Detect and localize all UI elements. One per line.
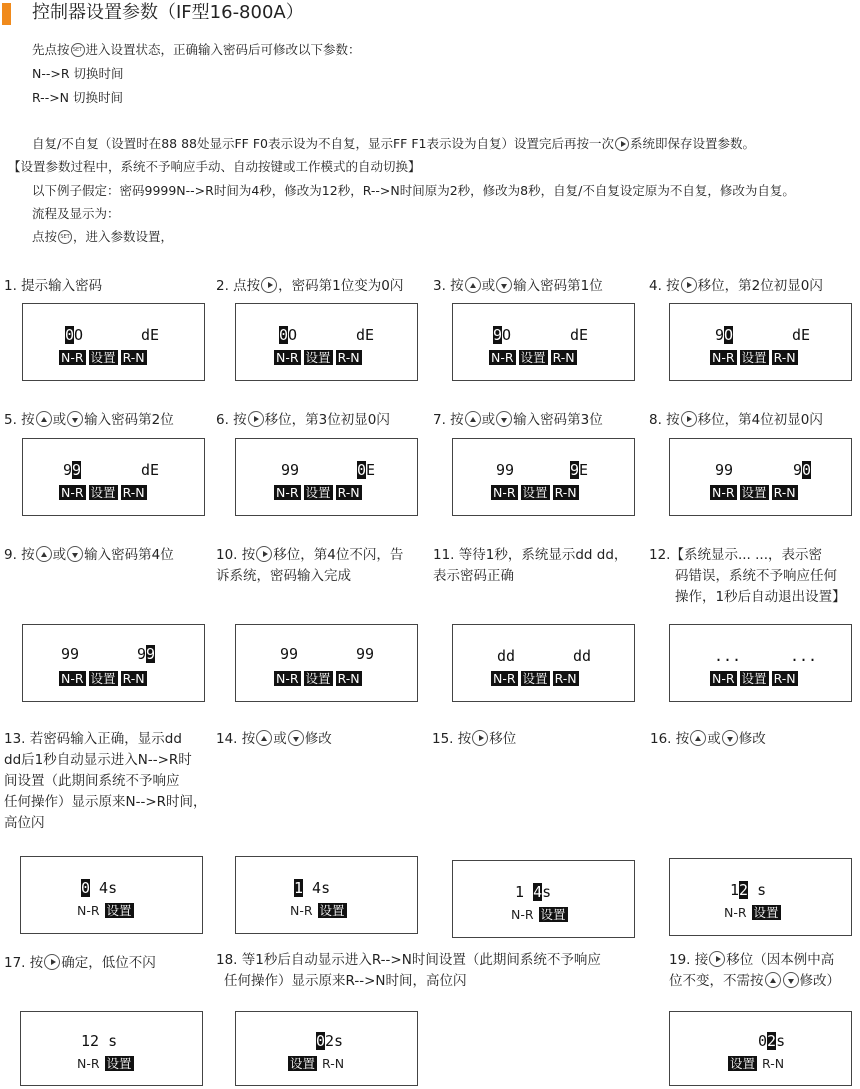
- set-label: 设置: [319, 903, 345, 918]
- lcd-digit: 9: [715, 326, 725, 344]
- down-arrow-icon: [496, 411, 512, 427]
- lcd-labels: [722, 905, 784, 920]
- lcd-value: [316, 1032, 343, 1050]
- right-arrow-icon: [681, 411, 697, 427]
- step-text: 诉系统，密码输入完成: [216, 568, 351, 584]
- set-label: 设置: [540, 907, 566, 922]
- lcd-labels: [710, 671, 801, 686]
- step-text: 或: [481, 412, 496, 428]
- lcd-value: [730, 881, 766, 899]
- lcd-digit-blink: 4: [533, 883, 543, 901]
- lcd-digit: E: [366, 461, 376, 479]
- set-label: 设置: [522, 485, 548, 500]
- lcd-digit-blink: 2: [739, 881, 749, 899]
- lcd-value: [515, 883, 551, 901]
- step-9-caption: [4, 545, 174, 566]
- up-arrow-icon: [765, 972, 781, 988]
- lcd-display-2: [235, 303, 418, 381]
- nr-label: N-R: [61, 485, 84, 500]
- set-label: 设置: [90, 671, 116, 686]
- step-text: 表示密码正确: [433, 568, 514, 584]
- lcd-digit-blink: 9: [72, 461, 82, 479]
- lcd-left: 99: [61, 645, 80, 663]
- lcd-display-12: [669, 624, 852, 702]
- step-text: 15. 按: [432, 731, 472, 747]
- step-text: 1. 提示输入密码: [4, 278, 103, 294]
- rn-label: R-N: [337, 485, 360, 500]
- lcd-display-18: [235, 1011, 418, 1086]
- down-arrow-icon: [496, 277, 512, 293]
- down-arrow-icon: [67, 546, 83, 562]
- rn-label: R-N: [762, 1056, 785, 1071]
- lcd-labels: [728, 1056, 789, 1071]
- step-text: 5. 按: [4, 412, 35, 428]
- step-7-caption: [433, 410, 603, 431]
- lcd-labels: [491, 671, 582, 686]
- nr-label: N-R: [276, 485, 299, 500]
- nr-label: N-R: [77, 903, 100, 918]
- lcd-display-17: [20, 1011, 203, 1086]
- step-text: 移位，第4位不闪，告: [273, 547, 404, 563]
- lcd-left: 99: [281, 461, 300, 479]
- step-18-caption: [216, 950, 601, 992]
- step-text: 任何操作）显示原来N-->R时间，: [4, 794, 207, 810]
- lcd-display-13: [20, 856, 203, 934]
- step-text: 移位，第4位初显0闪: [697, 412, 823, 428]
- lcd-labels: [288, 1056, 349, 1071]
- set-label: 设置: [90, 485, 116, 500]
- lcd-digit-blink: 1: [294, 879, 304, 897]
- intro-line-4: [32, 136, 755, 152]
- up-arrow-icon: [36, 546, 52, 562]
- step-text: 13. 若密码输入正确，显示dd: [4, 731, 182, 747]
- step-2-caption: [216, 276, 403, 297]
- lcd-digit: s: [776, 1032, 786, 1050]
- intro-text: ，进入参数设置，: [73, 229, 174, 244]
- step-6-caption: [216, 410, 390, 431]
- right-arrow-icon: [248, 411, 264, 427]
- step-text: 移位: [489, 731, 517, 747]
- lcd-digit: 1: [515, 883, 534, 901]
- step-3-caption: [433, 276, 603, 297]
- lcd-left: ...: [714, 647, 742, 665]
- right-arrow-icon: [709, 951, 725, 967]
- step-text: 或: [52, 412, 67, 428]
- step-14-caption: [216, 729, 332, 750]
- rn-label: R-N: [122, 671, 145, 686]
- intro-text: 系统即保存设置参数。: [630, 136, 756, 151]
- page-title: 控制器设置参数（IF型16-800A）: [32, 2, 304, 23]
- lcd-left: 99: [280, 645, 299, 663]
- lcd-digit-blink: 0: [65, 326, 75, 344]
- rn-label: R-N: [122, 485, 145, 500]
- down-arrow-icon: [67, 411, 83, 427]
- lcd-display-15: [452, 860, 635, 938]
- lcd-labels: [274, 485, 365, 500]
- step-text: 或: [707, 731, 721, 747]
- lcd-digit: s: [748, 881, 767, 899]
- step-text: 2. 点按: [216, 278, 261, 294]
- step-text: 码错误，系统不予响应任何: [675, 568, 837, 584]
- lcd-labels: [274, 671, 365, 686]
- set-label: 设置: [741, 485, 767, 500]
- lcd-digit: 2s: [325, 1032, 344, 1050]
- right-arrow-icon: [256, 546, 272, 562]
- lcd-labels: [491, 485, 582, 500]
- intro-line-1: [32, 42, 361, 58]
- right-arrow-icon: [472, 730, 488, 746]
- step-text: 确定，低位不闪: [61, 955, 156, 971]
- step-text: 9. 按: [4, 547, 35, 563]
- step-12-caption: [649, 545, 846, 608]
- lcd-right: dE: [792, 326, 811, 344]
- lcd-digit-blink: 9: [570, 461, 580, 479]
- step-text: 11. 等待1秒，系统显示dd dd，: [433, 547, 628, 563]
- lcd-left: [715, 326, 733, 344]
- lcd-digit: 9: [137, 645, 147, 663]
- step-text: 位不变，不需按: [669, 973, 764, 989]
- lcd-display-14: [235, 856, 418, 934]
- set-label: 设置: [741, 350, 767, 365]
- set-label: 设置: [305, 350, 331, 365]
- lcd-display-10: [235, 624, 418, 702]
- rn-label: R-N: [322, 1056, 345, 1071]
- step-text: 4. 按: [649, 278, 680, 294]
- lcd-left: dd: [497, 647, 516, 665]
- lcd-right: dE: [570, 326, 589, 344]
- nr-label: N-R: [493, 671, 516, 686]
- lcd-display-16: [669, 858, 852, 936]
- set-label: 设置: [305, 485, 331, 500]
- lcd-digit: 0: [758, 1032, 768, 1050]
- nr-label: N-R: [276, 671, 299, 686]
- intro-text: 先点按: [32, 42, 70, 57]
- step-text: 间设置（此期间系统不予响应: [4, 773, 180, 789]
- up-arrow-icon: [36, 411, 52, 427]
- set-label: 设置: [753, 905, 779, 920]
- lcd-digit: O: [502, 326, 512, 344]
- step-text: 10. 按: [216, 547, 256, 563]
- set-label: 设置: [305, 671, 331, 686]
- lcd-value: 12 s: [81, 1032, 118, 1050]
- step-text: 6. 按: [216, 412, 247, 428]
- lcd-display-7: [452, 438, 635, 516]
- nr-label: N-R: [276, 350, 299, 365]
- step-17-caption: [4, 953, 156, 974]
- lcd-display-8: [669, 438, 852, 516]
- right-arrow-icon: [681, 277, 697, 293]
- lcd-labels: [75, 1056, 137, 1071]
- step-text: 或: [481, 278, 496, 294]
- step-text: 19. 接: [669, 952, 709, 968]
- step-1-caption: [4, 276, 102, 297]
- step-text: 移位（因本例中高: [726, 952, 835, 968]
- lcd-value: [758, 1032, 785, 1050]
- lcd-digit-blink: 9: [493, 326, 503, 344]
- rn-label: R-N: [337, 671, 360, 686]
- lcd-labels: [59, 485, 150, 500]
- lcd-labels: [489, 350, 580, 365]
- rn-label: R-N: [554, 671, 577, 686]
- step-text: 或: [273, 731, 287, 747]
- nr-label: N-R: [77, 1056, 100, 1071]
- set-label: 设置: [90, 350, 116, 365]
- lcd-value: [294, 879, 330, 897]
- step-text: 或: [52, 547, 67, 563]
- lcd-digit-blink: 2: [767, 1032, 777, 1050]
- up-arrow-icon: [256, 730, 272, 746]
- lcd-right: ...: [790, 647, 818, 665]
- step-text: 18. 等1秒后自动显示进入R-->N时间设置（此期间系统不予响应: [216, 952, 601, 968]
- lcd-digit: 4s: [90, 879, 118, 897]
- lcd-digit-blink: O: [724, 326, 734, 344]
- rn-label: R-N: [122, 350, 145, 365]
- set-label: 设置: [520, 350, 546, 365]
- nr-label: N-R: [724, 905, 747, 920]
- set-label: 设置: [106, 903, 132, 918]
- nr-label: N-R: [61, 350, 84, 365]
- rn-label: R-N: [554, 485, 577, 500]
- lcd-value: [81, 879, 117, 897]
- up-arrow-icon: [465, 411, 481, 427]
- step-text: 3. 按: [433, 278, 464, 294]
- lcd-right: [570, 461, 588, 479]
- lcd-digit: 9: [793, 461, 803, 479]
- lcd-labels: [710, 485, 801, 500]
- lcd-right: dE: [356, 326, 375, 344]
- step-text: 14. 按: [216, 731, 256, 747]
- lcd-digit: 4s: [303, 879, 331, 897]
- step-text: 修改）: [799, 973, 840, 989]
- step-text: dd后1秒自动显示进入N-->R时: [4, 752, 192, 768]
- lcd-right: dE: [141, 326, 160, 344]
- step-text: 输入密码第2位: [84, 412, 174, 428]
- lcd-digit: O: [74, 326, 84, 344]
- intro-line-2: N-->R 切换时间: [32, 66, 124, 81]
- nr-label: N-R: [712, 485, 735, 500]
- lcd-labels: [75, 903, 137, 918]
- lcd-digit-blink: 0: [279, 326, 289, 344]
- step-4-caption: [649, 276, 823, 297]
- lcd-display-9: [22, 624, 205, 702]
- right-arrow-icon: [261, 277, 277, 293]
- intro-line-5: 【设置参数过程中，系统不予响应手动、自动按键或工作模式的自动切换】: [8, 159, 421, 174]
- lcd-digit-blink: 0: [802, 461, 812, 479]
- step-text: 修改: [738, 731, 766, 747]
- nr-label: N-R: [712, 671, 735, 686]
- step-text: 操作，1秒后自动退出设置】: [675, 589, 846, 605]
- step-13-caption: [4, 729, 207, 834]
- lcd-right: dE: [141, 461, 160, 479]
- step-text: 17. 按: [4, 955, 44, 971]
- intro-text: 进入设置状态，正确输入密码后可修改以下参数：: [85, 42, 361, 57]
- step-16-caption: [650, 729, 766, 750]
- title-accent-bar: [2, 3, 11, 25]
- intro-line-8: [32, 229, 173, 245]
- lcd-labels: [509, 907, 571, 922]
- step-text: 输入密码第3位: [513, 412, 603, 428]
- lcd-left: [63, 461, 81, 479]
- step-text: 任何操作）显示原来R-->N时间，高位闪: [224, 973, 467, 989]
- rn-label: R-N: [552, 350, 575, 365]
- intro-text: 点按: [32, 229, 58, 244]
- rn-label: R-N: [773, 671, 796, 686]
- nr-label: N-R: [712, 350, 735, 365]
- set-label: 设置: [741, 671, 767, 686]
- lcd-left: 99: [715, 461, 734, 479]
- lcd-labels: [59, 671, 150, 686]
- step-text: 12.【系统显示... ...，表示密: [649, 547, 823, 563]
- intro-text: 自复/不自复（设置时在88 88处显示FF F0表示设为不自复，显示FF F1表示设为自复）设置完后再按一次: [32, 136, 614, 151]
- step-10-caption: [216, 545, 403, 587]
- intro-line-3: R-->N 切换时间: [32, 90, 123, 105]
- down-arrow-icon: [722, 730, 738, 746]
- up-arrow-icon: [465, 277, 481, 293]
- step-8-caption: [649, 410, 823, 431]
- nr-label: N-R: [61, 671, 84, 686]
- lcd-right: [793, 461, 811, 479]
- lcd-digit: 9: [63, 461, 73, 479]
- lcd-labels: [59, 350, 150, 365]
- nr-label: N-R: [493, 485, 516, 500]
- lcd-display-6: [235, 438, 418, 516]
- rn-label: R-N: [773, 350, 796, 365]
- step-19-caption: [669, 950, 840, 992]
- step-text: 输入密码第4位: [84, 547, 174, 563]
- rn-label: R-N: [773, 485, 796, 500]
- lcd-digit-blink: 9: [146, 645, 156, 663]
- lcd-display-1: [22, 303, 205, 381]
- step-text: 修改: [304, 731, 332, 747]
- step-text: 16. 按: [650, 731, 690, 747]
- step-15-caption: [432, 729, 516, 750]
- lcd-labels: [288, 903, 350, 918]
- lcd-right: dd: [573, 647, 592, 665]
- set-label: 设置: [290, 1056, 316, 1071]
- step-text: 移位，第3位初显0闪: [264, 412, 390, 428]
- right-arrow-icon: [615, 137, 629, 151]
- lcd-labels: [274, 350, 365, 365]
- nr-label: N-R: [511, 907, 534, 922]
- up-arrow-icon: [690, 730, 706, 746]
- lcd-digit: E: [579, 461, 589, 479]
- set-button-icon: [58, 230, 72, 244]
- intro-line-6: 以下例子假定：密码9999N-->R时间为4秒，修改为12秒，R-->N时间原为2秒，修改为8秒，自复/不自复设定原为不自复，修改为自复。: [32, 183, 795, 198]
- set-label: 设置: [522, 671, 548, 686]
- lcd-labels: [710, 350, 801, 365]
- lcd-digit-blink: 0: [357, 461, 367, 479]
- right-arrow-icon: [44, 954, 60, 970]
- step-5-caption: [4, 410, 174, 431]
- lcd-left: [65, 326, 83, 344]
- lcd-digit: O: [288, 326, 298, 344]
- step-text: 移位，第2位初显0闪: [697, 278, 823, 294]
- lcd-display-3: [452, 303, 635, 381]
- set-label: 设置: [106, 1056, 132, 1071]
- lcd-left: [493, 326, 511, 344]
- lcd-digit: 1: [730, 881, 740, 899]
- intro-line-7: 流程及显示为：: [32, 206, 120, 221]
- lcd-left: [279, 326, 297, 344]
- step-11-caption: [433, 545, 627, 587]
- nr-label: N-R: [290, 903, 313, 918]
- lcd-digit-blink: 0: [316, 1032, 326, 1050]
- lcd-left: 99: [496, 461, 515, 479]
- lcd-display-19: [669, 1011, 852, 1086]
- step-text: 输入密码第1位: [513, 278, 603, 294]
- rn-label: R-N: [337, 350, 360, 365]
- set-label: 设置: [730, 1056, 756, 1071]
- lcd-right: 99: [356, 645, 375, 663]
- step-text: 8. 按: [649, 412, 680, 428]
- lcd-display-4: [669, 303, 852, 381]
- nr-label: N-R: [491, 350, 514, 365]
- lcd-right: [357, 461, 375, 479]
- down-arrow-icon: [288, 730, 304, 746]
- set-button-icon: [71, 43, 85, 57]
- step-text: 高位闪: [4, 815, 45, 831]
- lcd-digit: s: [542, 883, 552, 901]
- lcd-display-5: [22, 438, 205, 516]
- down-arrow-icon: [783, 972, 799, 988]
- lcd-display-11: [452, 624, 635, 702]
- lcd-right: [137, 645, 155, 663]
- step-text: 7. 按: [433, 412, 464, 428]
- lcd-digit-blink: 0: [81, 879, 91, 897]
- step-text: ，密码第1位变为0闪: [278, 278, 404, 294]
